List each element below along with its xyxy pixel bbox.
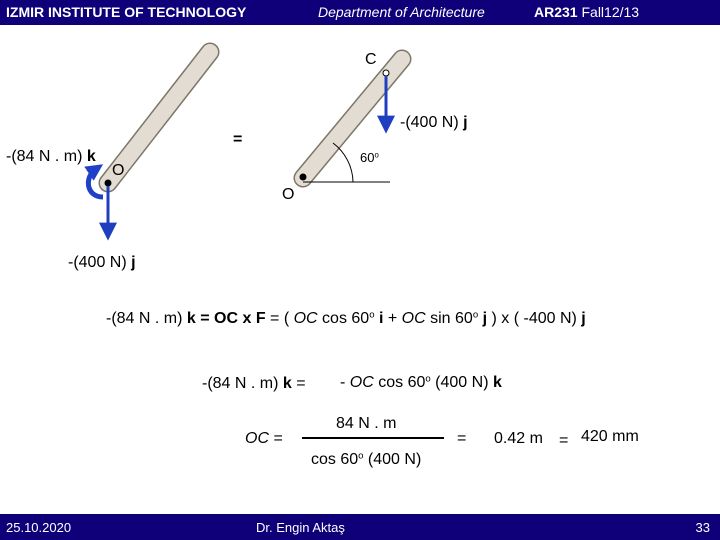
page-number: 33 [695, 520, 710, 535]
left-pivot-point [105, 180, 112, 187]
course-code: AR231 [534, 4, 578, 20]
footer-bar [0, 514, 720, 540]
equation-simplified-rhs: - OC cos 60$^o$ (400 N) k [340, 373, 502, 391]
right-pivot-point [300, 174, 307, 181]
moment-label: -(84 N . m) k [6, 148, 96, 165]
equals-sign: = [233, 131, 243, 148]
term: Fall12/13 [581, 4, 640, 20]
result-equals-1: = [457, 430, 467, 447]
fraction-numerator: 84 N . m [336, 415, 397, 432]
result-millimeters: 420 mm [581, 428, 639, 445]
right-force-label: -(400 N) j [400, 114, 468, 131]
angle-label: 60$^o$ [360, 150, 379, 165]
point-c-label: C [365, 51, 377, 68]
institution-title: IZMIR INSTITUTE OF TECHNOLOGY [6, 4, 247, 20]
equation-cross-product: -(84 N . m) k = OC x F = ( OC cos 60$^o$ i + OC sin 60$^o$ j ) x ( -400 N) j [106, 309, 586, 327]
footer-date: 25.10.2020 [6, 520, 72, 535]
left-origin-label: O [112, 162, 125, 179]
point-c-marker [383, 70, 389, 76]
result-meters: 0.42 m [494, 430, 543, 447]
equation-simplified-lhs: -(84 N . m) k = [202, 375, 306, 392]
equation-oc-lhs: OC = [245, 430, 283, 447]
footer-author: Dr. Engin Aktaş [256, 520, 345, 535]
fraction-denominator: cos 60$^o$ (400 N) [311, 450, 422, 468]
right-origin-label: O [282, 186, 295, 203]
department-title: Department of Architecture [318, 4, 485, 20]
result-equals-2: = [559, 432, 569, 449]
left-force-label: -(400 N) j [68, 254, 136, 271]
